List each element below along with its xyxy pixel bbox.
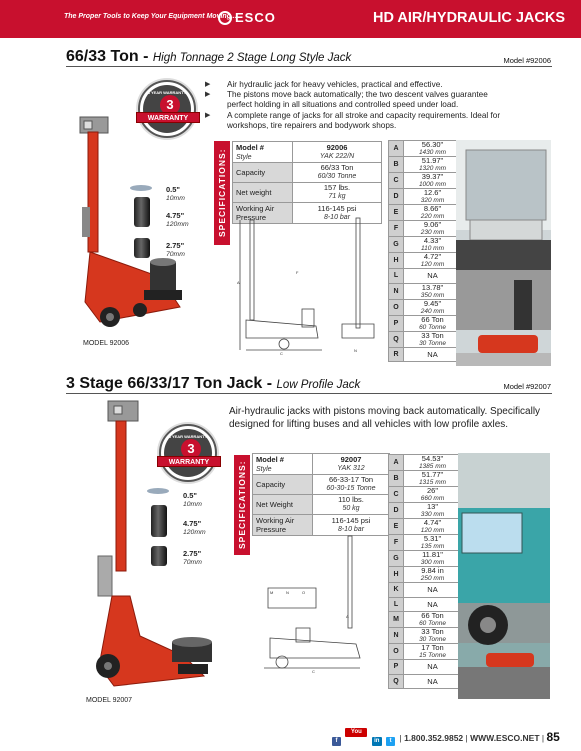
svg-text:M: M — [270, 590, 274, 595]
cylinder-icon — [147, 488, 169, 494]
cylinder-icon — [134, 238, 150, 258]
header-tagline: The Proper Tools to Keep Your Equipment Moving... — [64, 13, 237, 20]
svg-text:F: F — [296, 270, 299, 275]
product1-bullet: ▶ Air hydraulic jack for heavy vehicles, practical and effective. — [205, 80, 505, 90]
product2-title: 3 Stage 66/33/17 Ton Jack - Low Profile Jack — [66, 375, 361, 392]
globe-icon — [218, 11, 232, 25]
svg-text:N: N — [286, 590, 289, 595]
svg-text:O: O — [302, 590, 306, 595]
product2-caption: MODEL 92007 — [86, 697, 133, 704]
truck-lift-photo — [456, 140, 551, 366]
page-header — [0, 0, 581, 38]
product1-bullet: ▶ The pistons move back automatically; the two descent valves guarantee perfect holding in all situations and controlled speed under load. — [205, 90, 505, 110]
website-link[interactable]: WWW.ESCO.NET — [470, 733, 540, 743]
product1-caption: MODEL 92006 — [83, 340, 130, 347]
page-footer: f You Tube in t | 1.800.352.9852 | WWW.ESCO.NET | 85 — [332, 728, 560, 746]
dimension-table-92007: A 54.53" 1385 mm B 51.77" 1315 mm C 26" 660 mm D 13" 330 mm E 4.74" 120 mm F 5.31" 135 mm G 11.81" 300 mm H 9.84 in 250 mm K NA L NA M 66 Ton 60 Tonne N 33 Ton 30 Tonne O 17 Ton 15 Tonne P NA Q NA — [388, 454, 462, 689]
jack-92007-diagram — [256, 528, 386, 678]
product2-model-no: Model #92007 — [503, 382, 551, 391]
twitter-icon[interactable]: t — [386, 737, 395, 746]
spec-label: SPECIFICATIONS: — [214, 141, 230, 245]
phone-number: 1.800.352.9852 — [404, 733, 464, 743]
jack-92006-diagram — [236, 214, 382, 356]
cyl-dim: 2.75" 70mm — [183, 549, 202, 566]
svg-text:C: C — [312, 669, 315, 674]
product1-title: 66/33 Ton - High Tonnage 2 Stage Long Style Jack — [66, 48, 352, 65]
cyl-dim: 4.75" 120mm — [166, 211, 189, 228]
cyl-dim: 4.75" 120mm — [183, 519, 206, 536]
svg-text:N: N — [354, 348, 357, 353]
cylinder-icon — [151, 546, 167, 566]
youtube-icon[interactable]: You Tube — [345, 728, 367, 737]
facebook-icon[interactable]: f — [332, 737, 341, 746]
spec-label: SPECIFICATIONS: — [234, 455, 250, 555]
cylinder-icon — [151, 505, 167, 537]
cylinder-icon — [130, 185, 152, 191]
header-category: HD AIR/HYDRAULIC JACKS — [373, 10, 565, 26]
warranty-badge: 3 YEAR WARRANTY 3 WARRANTY — [159, 424, 217, 482]
bus-lift-photo — [458, 453, 550, 699]
esco-logo: ESCO — [218, 10, 276, 25]
dimension-table-92006: A 56.30" 1430 mm B 51.97" 1320 mm C 39.37" 1000 mm D 12.6" 320 mm E 8.66" 220 mm F 9.06" 230 mm G 4.33" 110 mm H 4.72" 120 mm L NA N 13.78" 350 mm O 9.45" 240 mm P 66 Ton 60 Tonne Q 33 Ton 30 Tonne R NA — [388, 140, 462, 362]
page-number: 85 — [546, 730, 560, 744]
spec-table-92006: Model # Style 92006 YAK 222/N Capacity 66/33 Ton 60/30 Tonne Net weight 157 lbs. 71 kg Working Air Pressure 116-145 psi 8-10 bar — [232, 141, 382, 224]
divider — [66, 66, 552, 67]
svg-text:C: C — [280, 351, 283, 356]
product2-description: Air-hydraulic jacks with pistons moving back automatically. Specifically designed for lifting buses and all vehicles with low profile axles. — [229, 406, 541, 430]
warranty-badge: 3 YEAR WARRANTY 3 WARRANTY — [138, 80, 196, 138]
svg-text:A: A — [237, 280, 240, 285]
cyl-dim: 2.75" 70mm — [166, 241, 185, 258]
svg-text:A: A — [346, 614, 349, 619]
cyl-dim: 0.5" 10mm — [183, 491, 202, 508]
divider — [66, 393, 552, 394]
cylinder-icon — [134, 197, 150, 227]
spec-table-92007: Model # Style 92007 YAK 312 Capacity 66-33-17 Ton 60-30-15 Tonne Net Weight 110 lbs. 50 kg Working Air Pressure 116-145 psi 8-10 bar — [252, 453, 390, 536]
product1-model-no: Model #92006 — [503, 56, 551, 65]
product1-bullet: ▶ A complete range of jacks for all stroke and capacity requirements. Ideal for workshops, tire repairers and bodywork shops. — [205, 111, 505, 131]
cyl-dim: 0.5" 10mm — [166, 185, 185, 202]
linkedin-icon[interactable]: in — [372, 737, 382, 746]
